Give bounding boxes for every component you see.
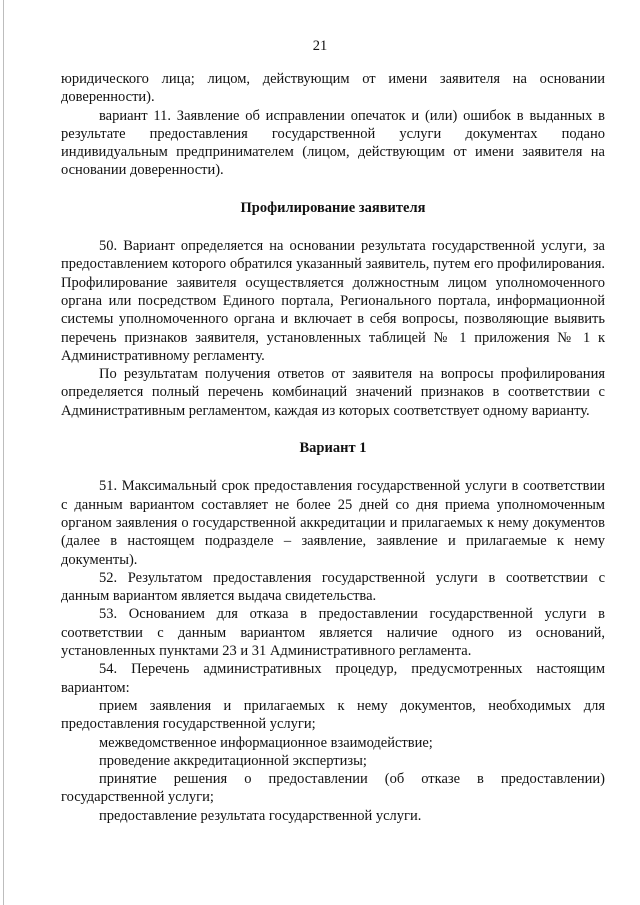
list-item-procedure-2: межведомственное информационное взаимодействие;: [99, 734, 433, 751]
paragraph-variant-11: вариант 11. Заявление об исправлении опечаток и (или) ошибок в выданных в результате предоставления государственной услуги документах подано индивидуальным предпринимателем (лицом, действующим от имени заявителя на основании доверенности).: [61, 107, 605, 179]
page-edge: [3, 0, 4, 905]
list-item-procedure-3: проведение аккредитационной экспертизы;: [99, 752, 367, 769]
paragraph-continuation: юридического лица; лицом, действующим от имени заявителя на основании доверенности).: [61, 71, 605, 106]
paragraph-53: 53. Основанием для отказа в предоставлении государственной услуги в соответствии с данным вариантом является наличие одного из оснований, установленных пунктами 23 и 31 Административного регламента.: [61, 606, 605, 660]
document-body: [61, 70, 605, 825]
paragraph-52: 52. Результатом предоставления государственной услуги в соответствии с данным вариантом является выдача свидетельства.: [61, 569, 605, 605]
section-heading-profiling: Профилирование заявителя: [240, 199, 426, 216]
paragraph-50: 50. Вариант определяется на основании результата государственной услуги, за предоставлением которого обратился указанный заявитель, путем его профилирования. Профилирование заявителя осуществляется должностным лицом уполномоченного органа или посредством Единого портала, Регионального портала, информационной системы уполномоченного органа и включает в себя вопросы, позволяющие выявить перечень признаков заявителя, установленных таблицей № 1 приложения № 1 к Административному регламенту.: [61, 238, 605, 364]
list-item-procedure-1: прием заявления и прилагаемых к нему документов, необходимых для предоставления государственной услуги;: [61, 697, 605, 733]
paragraph-54: 54. Перечень административных процедур, предусмотренных настоящим вариантом:: [61, 661, 605, 696]
paragraph-51: 51. Максимальный срок предоставления государственной услуги в соответствии с данным вариантом составляет не более 25 дней со дня приема уполномоченным органом заявления о государственной аккредитации и прилагаемых к нему документов (далее в настоящем подразделе – заявление, заявление и прилагаемые к нему документы).: [61, 478, 605, 568]
section-heading-variant-1: Вариант 1: [299, 440, 367, 457]
list-item-procedure-5: предоставление результата государственной услуги.: [99, 807, 422, 824]
list-item-procedure-4: принятие решения о предоставлении (об отказе в предоставлении) государственной услуги;: [61, 771, 605, 806]
page-number: 21: [312, 38, 328, 54]
paragraph-50-continued: По результатам получения ответов от заявителя на вопросы профилирования определяется полный перечень комбинаций значений признаков в соответствии с Административным регламентом, каждая из которых соответствует одному варианту.: [61, 366, 605, 419]
